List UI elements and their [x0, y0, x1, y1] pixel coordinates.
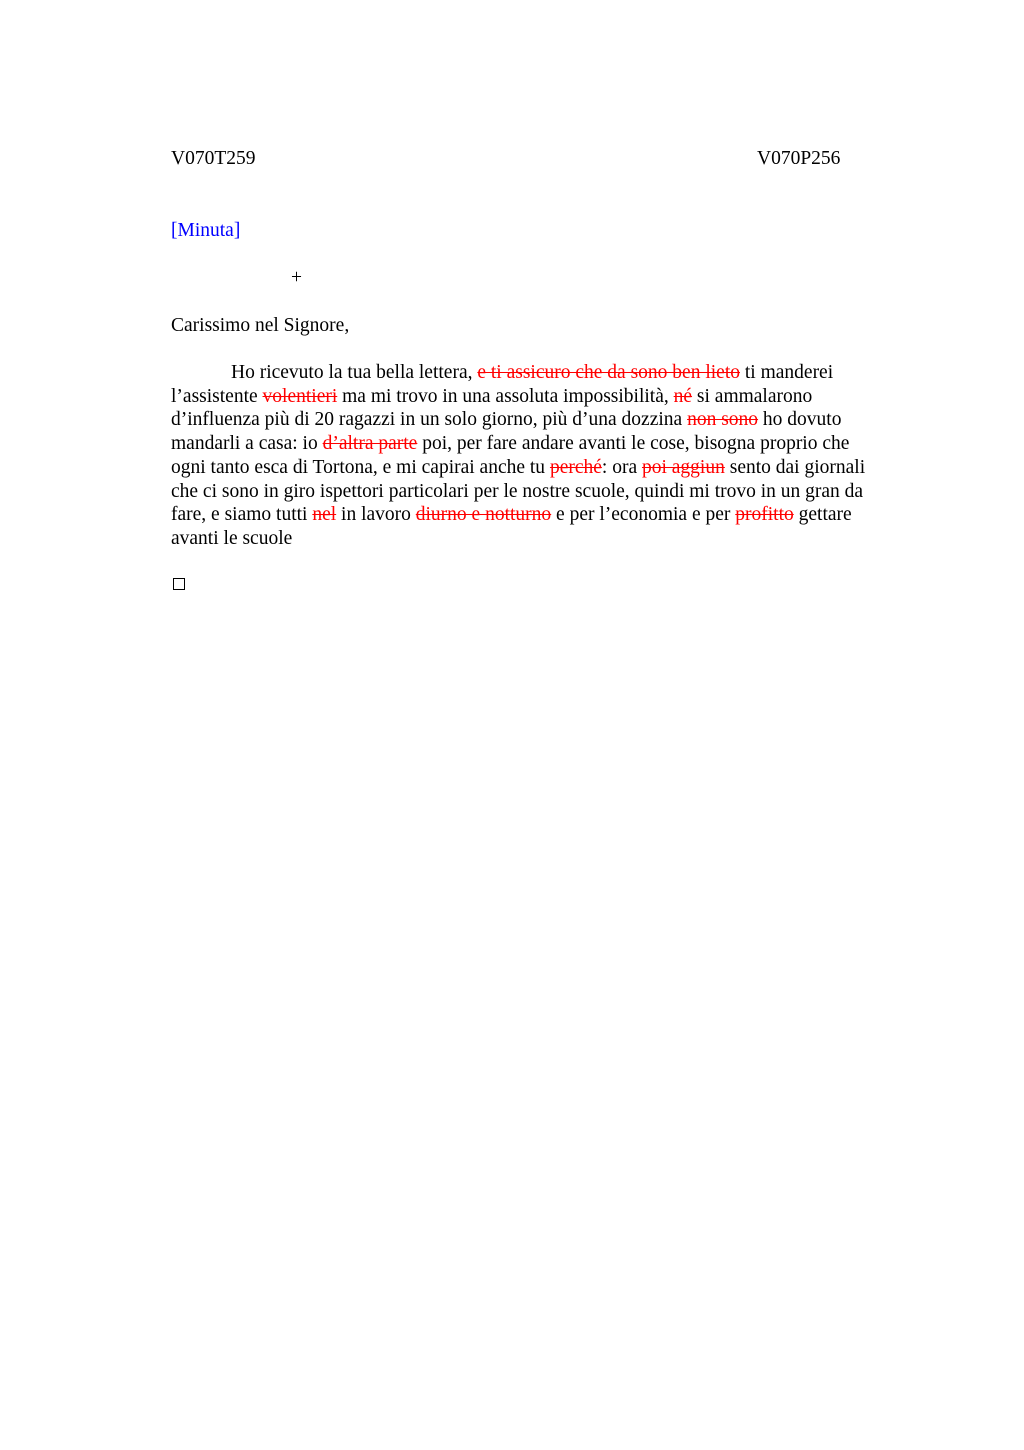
- body-line-4: [171, 432, 911, 456]
- body-text-segment: ti manderei: [740, 362, 834, 383]
- body-text-segment: ma mi trovo in una assoluta impossibilità,: [337, 385, 674, 407]
- deleted-text: né: [673, 385, 693, 407]
- deleted-text: perché: [549, 456, 602, 478]
- empty-square-icon: [173, 578, 185, 590]
- deleted-text: d’altra parte: [322, 433, 418, 455]
- deleted-text: e ti assicuro che da sono ben lieto: [477, 362, 740, 383]
- cross-symbol: +: [291, 267, 302, 288]
- document-id-left: V070T259: [171, 148, 256, 169]
- body-text-segment: Ho ricevuto la tua bella lettera,: [231, 362, 478, 383]
- deleted-text: non sono: [687, 409, 759, 431]
- body-line-6: [171, 480, 911, 504]
- deleted-text: poi aggiun: [641, 456, 725, 478]
- body-line-1: [171, 361, 911, 385]
- body-text-segment: si ammalarono: [692, 385, 813, 407]
- body-text-segment: : ora: [601, 456, 642, 478]
- body-text-segment: e per l’economia e per: [551, 504, 736, 526]
- body-line-5: [171, 456, 911, 480]
- body-text-segment: d’influenza più di 20 ragazzi in un solo giorno, più d’una dozzina: [171, 409, 688, 431]
- body-text-segment: gettare: [793, 504, 852, 526]
- document-id-right: V070P256: [757, 148, 841, 169]
- body-text-segment: fare, e siamo tutti: [171, 504, 313, 526]
- body-text-segment: mandarli a casa: io: [171, 433, 323, 455]
- body-text-segment: che ci sono in giro ispettori particolari per le nostre scuole, quindi mi trovo in un gran da: [171, 480, 864, 502]
- body-text-segment: avanti le scuole: [171, 527, 293, 549]
- minuta-label: [Minuta]: [171, 220, 241, 241]
- body-text-segment: poi, per fare andare avanti le cose, bisogna proprio che: [417, 433, 850, 455]
- body-line-7: [171, 503, 911, 527]
- body-line-8: [171, 527, 911, 551]
- deleted-text: volentieri: [262, 385, 338, 407]
- letter-body: [171, 361, 911, 551]
- deleted-text: profitto: [735, 504, 794, 526]
- body-text-segment: sento dai giornali: [724, 456, 866, 478]
- body-text-segment: l’assistente: [171, 385, 263, 407]
- body-text-segment: in lavoro: [336, 504, 416, 526]
- body-line-3: [171, 408, 911, 432]
- body-text-segment: ogni tanto esca di Tortona, e mi capirai anche tu: [171, 456, 550, 478]
- deleted-text: diurno e notturno: [415, 504, 552, 526]
- salutation: Carissimo nel Signore,: [171, 315, 350, 336]
- body-text-segment: ho dovuto: [758, 409, 842, 431]
- deleted-text: nel: [312, 504, 337, 526]
- body-line-2: [171, 385, 911, 409]
